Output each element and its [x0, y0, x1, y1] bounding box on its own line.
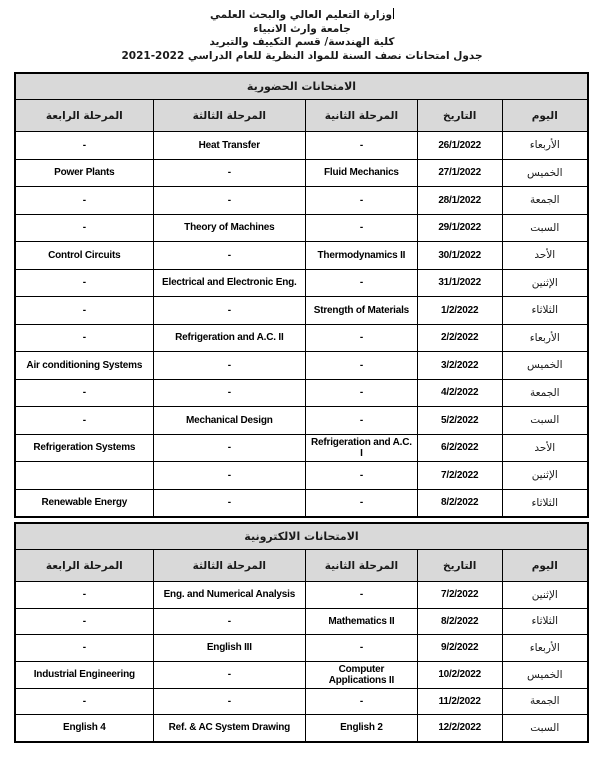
exam-row [15, 159, 588, 187]
day-cell: الثلاثاء [502, 489, 588, 517]
exam-row [15, 132, 588, 160]
stage4-cell: - [15, 132, 153, 160]
day-cell: السبت [502, 715, 588, 742]
day-cell: الأربعاء [502, 635, 588, 662]
day-cell: السبت [502, 214, 588, 242]
column-header-row [15, 550, 588, 582]
stage2-cell: Strength of Materials [306, 297, 418, 325]
day-cell: الثلاثاء [502, 297, 588, 325]
ministry-text: وزارة التعليم العالي والبحث العلمي [209, 9, 393, 21]
col-header-date: التاريخ [417, 100, 502, 132]
date-cell: 6/2/2022 [417, 434, 502, 462]
date-cell: 30/1/2022 [417, 242, 502, 270]
stage4-cell: - [15, 582, 153, 609]
exam-row [15, 608, 588, 635]
stage4-cell: - [15, 608, 153, 635]
in-person-exams-table [14, 72, 589, 518]
date-cell: 11/2/2022 [417, 688, 502, 715]
date-cell: 8/2/2022 [417, 608, 502, 635]
col-header-stage3: المرحلة الثالثة [153, 550, 305, 582]
stage4-cell: - [15, 297, 153, 325]
stage3-cell: Eng. and Numerical Analysis [153, 582, 305, 609]
stage2-cell: - [306, 214, 418, 242]
date-cell: 31/1/2022 [417, 269, 502, 297]
col-header-day: اليوم [502, 550, 588, 582]
col-header-day: اليوم [502, 100, 588, 132]
exam-row [15, 297, 588, 325]
stage4-cell: - [15, 635, 153, 662]
date-cell: 12/2/2022 [417, 715, 502, 742]
date-cell: 7/2/2022 [417, 582, 502, 609]
col-header-stage3: المرحلة الثالثة [153, 100, 305, 132]
col-header-stage4: المرحلة الرابعة [15, 100, 153, 132]
col-header-date: التاريخ [417, 550, 502, 582]
day-cell: الثلاثاء [502, 608, 588, 635]
date-cell: 3/2/2022 [417, 352, 502, 380]
day-cell: الجمعة [502, 688, 588, 715]
ministry-line [0, 8, 604, 23]
stage3-cell: Refrigeration and A.C. II [153, 324, 305, 352]
stage2-cell: Refrigeration and A.C. I [306, 434, 418, 462]
stage3-cell: - [153, 379, 305, 407]
stage2-cell: - [306, 379, 418, 407]
stage2-cell: - [306, 324, 418, 352]
day-cell: الخميس [502, 352, 588, 380]
exam-row [15, 379, 588, 407]
exam-row [15, 187, 588, 215]
stage2-cell: - [306, 132, 418, 160]
day-cell: السبت [502, 407, 588, 435]
university-line: جامعة وارث الانبياء [253, 22, 351, 35]
stage2-cell: Thermodynamics II [306, 242, 418, 270]
stage4-cell: - [15, 187, 153, 215]
stage3-cell: Electrical and Electronic Eng. [153, 269, 305, 297]
section-title: الامتحانات الحضورية [15, 73, 588, 100]
stage2-cell: - [306, 489, 418, 517]
stage2-cell: - [306, 407, 418, 435]
date-cell: 4/2/2022 [417, 379, 502, 407]
column-header-row [15, 100, 588, 132]
stage2-cell: - [306, 187, 418, 215]
document-header [0, 0, 604, 63]
text-cursor [393, 8, 394, 19]
stage3-cell: Mechanical Design [153, 407, 305, 435]
day-cell: الإثنين [502, 582, 588, 609]
stage2-cell: - [306, 688, 418, 715]
date-cell: 26/1/2022 [417, 132, 502, 160]
date-cell: 9/2/2022 [417, 635, 502, 662]
stage4-cell: - [15, 269, 153, 297]
col-header-stage2: المرحلة الثانية [306, 100, 418, 132]
stage4-cell: Control Circuits [15, 242, 153, 270]
day-cell: الجمعة [502, 187, 588, 215]
date-cell: 1/2/2022 [417, 297, 502, 325]
stage4-cell: Air conditioning Systems [15, 352, 153, 380]
exam-row [15, 434, 588, 462]
day-cell: الأربعاء [502, 324, 588, 352]
date-cell: 10/2/2022 [417, 661, 502, 688]
stage2-cell: Mathematics II [306, 608, 418, 635]
stage4-cell: Industrial Engineering [15, 661, 153, 688]
stage2-cell: English 2 [306, 715, 418, 742]
day-cell: الخميس [502, 661, 588, 688]
stage3-cell: - [153, 489, 305, 517]
stage3-cell: - [153, 297, 305, 325]
stage4-cell: Power Plants [15, 159, 153, 187]
day-cell: الإثنين [502, 462, 588, 490]
exam-row [15, 269, 588, 297]
col-header-stage4: المرحلة الرابعة [15, 550, 153, 582]
college-line: كلية الهندسة/ قسم التكييف والتبريد [209, 36, 395, 48]
exam-row [15, 324, 588, 352]
date-cell: 28/1/2022 [417, 187, 502, 215]
stage4-cell: English 4 [15, 715, 153, 742]
electronic-exams-table [14, 522, 589, 743]
day-cell: الإثنين [502, 269, 588, 297]
stage4-cell: - [15, 324, 153, 352]
stage2-cell: - [306, 269, 418, 297]
stage3-cell: - [153, 187, 305, 215]
stage3-cell: - [153, 661, 305, 688]
section-title-row [15, 523, 588, 550]
stage3-cell: Heat Transfer [153, 132, 305, 160]
day-cell: الخميس [502, 159, 588, 187]
exam-row [15, 214, 588, 242]
stage2-cell: Fluid Mechanics [306, 159, 418, 187]
exam-row [15, 462, 588, 490]
stage2-cell: - [306, 462, 418, 490]
exam-row [15, 688, 588, 715]
day-cell: الجمعة [502, 379, 588, 407]
stage4-cell: - [15, 379, 153, 407]
exam-row [15, 661, 588, 688]
stage2-cell: - [306, 582, 418, 609]
in-person-exams-body [15, 132, 588, 518]
stage4-cell: Refrigeration Systems [15, 434, 153, 462]
col-header-stage2: المرحلة الثانية [306, 550, 418, 582]
stage3-cell: - [153, 688, 305, 715]
exam-row [15, 407, 588, 435]
exam-row [15, 352, 588, 380]
stage2-cell: - [306, 635, 418, 662]
exam-row [15, 582, 588, 609]
stage3-cell: - [153, 608, 305, 635]
day-cell: الأربعاء [502, 132, 588, 160]
schedule-title-line: جدول امتحانات نصف السنة للمواد النظرية للعام الدراسي 2022-2021 [121, 49, 483, 62]
day-cell: الأحد [502, 242, 588, 270]
date-cell: 5/2/2022 [417, 407, 502, 435]
section-title-row [15, 73, 588, 100]
date-cell: 2/2/2022 [417, 324, 502, 352]
stage3-cell: - [153, 242, 305, 270]
stage4-cell: - [15, 688, 153, 715]
stage3-cell: - [153, 159, 305, 187]
stage2-cell: - [306, 352, 418, 380]
date-cell: 27/1/2022 [417, 159, 502, 187]
exam-row [15, 635, 588, 662]
stage3-cell: - [153, 462, 305, 490]
exam-row [15, 489, 588, 517]
stage3-cell: Theory of Machines [153, 214, 305, 242]
date-cell: 29/1/2022 [417, 214, 502, 242]
stage4-cell [15, 462, 153, 490]
date-cell: 7/2/2022 [417, 462, 502, 490]
stage4-cell: - [15, 214, 153, 242]
electronic-exams-body [15, 582, 588, 742]
stage4-cell: Renewable Energy [15, 489, 153, 517]
exam-row [15, 715, 588, 742]
date-cell: 8/2/2022 [417, 489, 502, 517]
stage4-cell: - [15, 407, 153, 435]
stage2-cell: Computer Applications II [306, 661, 418, 688]
exam-row [15, 242, 588, 270]
stage3-cell: - [153, 434, 305, 462]
section-title: الامتحانات الالكترونية [15, 523, 588, 550]
stage3-cell: English III [153, 635, 305, 662]
stage3-cell: - [153, 352, 305, 380]
stage3-cell: Ref. & AC System Drawing [153, 715, 305, 742]
day-cell: الأحد [502, 434, 588, 462]
